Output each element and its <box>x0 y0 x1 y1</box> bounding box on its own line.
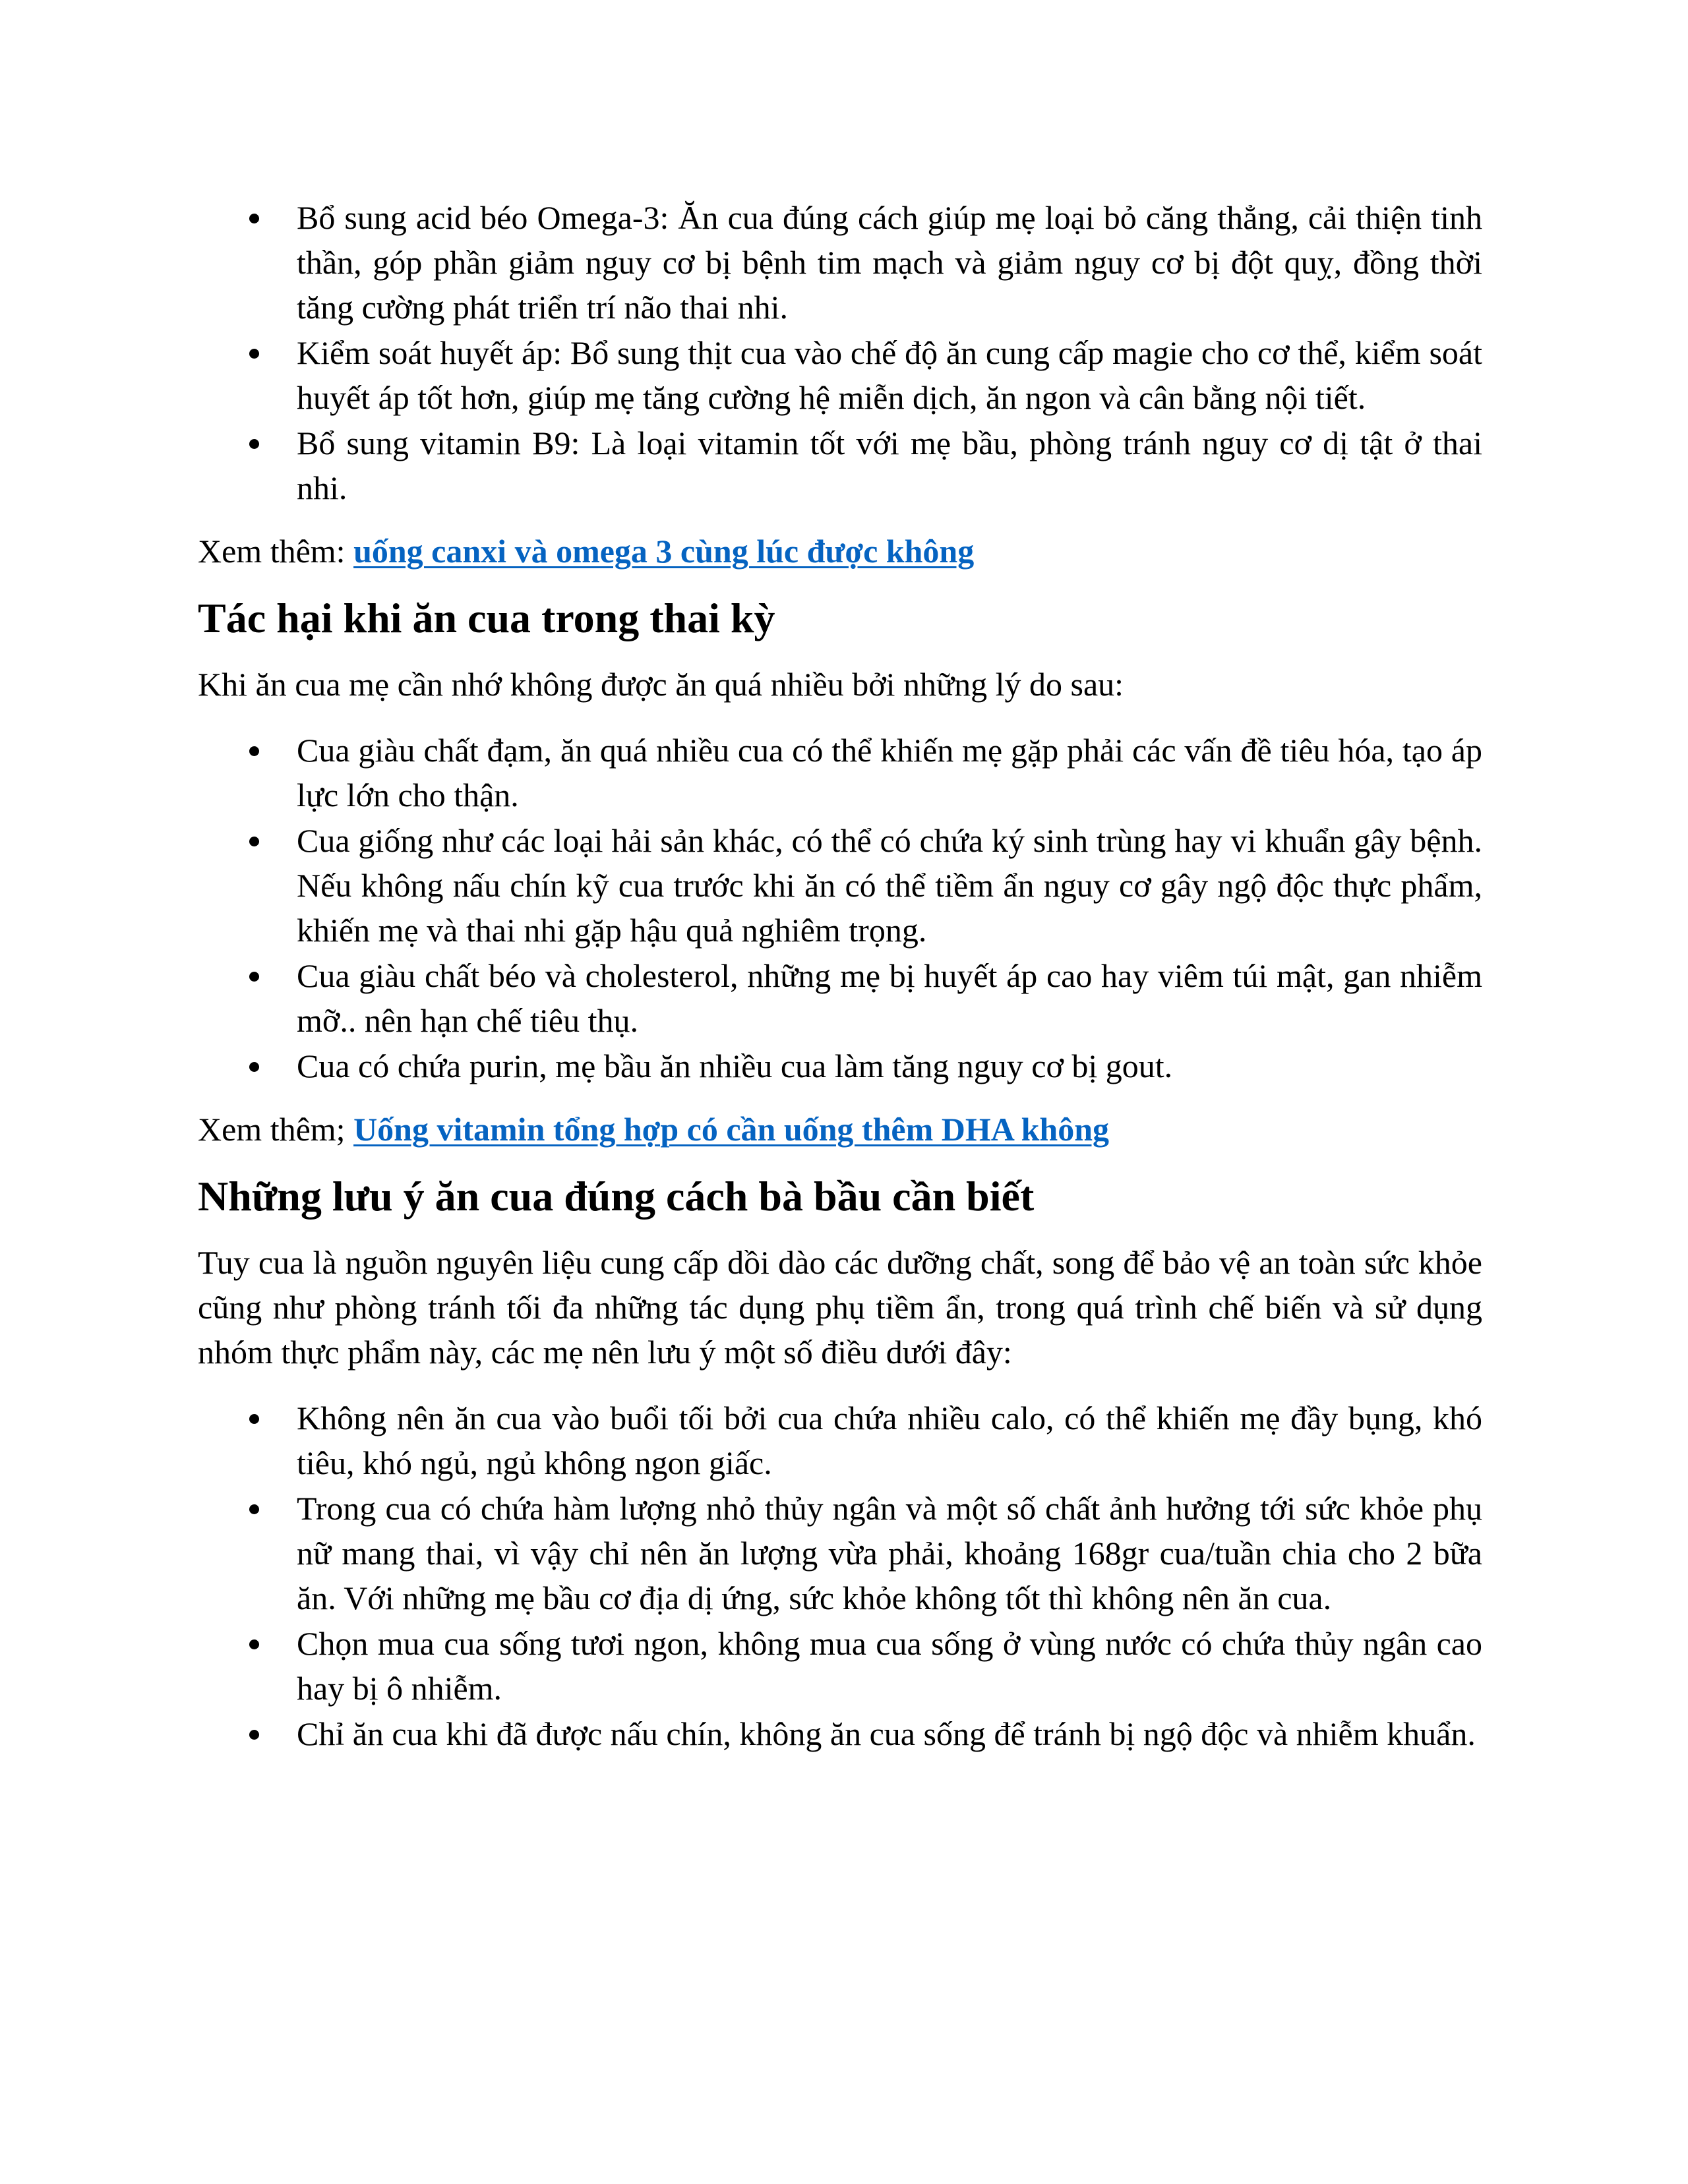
see-more-1 <box>198 529 1482 574</box>
list-item: Bổ sung acid béo Omega-3: Ăn cua đúng cách giúp mẹ loại bỏ căng thẳng, cải thiện tinh thần, góp phần giảm nguy cơ bị bệnh tim mạch và giảm nguy cơ bị đột quỵ, đồng thời tăng cường phát triển trí não thai nhi. <box>198 195 1482 330</box>
section-heading-harms: Tác hại khi ăn cua trong thai kỳ <box>198 595 775 641</box>
section-intro-notes: Tuy cua là nguồn nguyên liệu cung cấp dồi dào các dưỡng chất, song để bảo vệ an toàn sức khỏe cũng như phòng tránh tối đa những tác dụng phụ tiềm ẩn, trong quá trình chế biến và sử dụng nhóm thực phẩm này, các mẹ nên lưu ý một số điều dưới đây: <box>198 1244 1482 1371</box>
list-item: Cua giàu chất béo và cholesterol, những mẹ bị huyết áp cao hay viêm túi mật, gan nhiễm mỡ.. nên hạn chế tiêu thụ. <box>198 953 1482 1043</box>
section-heading-notes: Những lưu ý ăn cua đúng cách bà bầu cần biết <box>198 1173 1035 1220</box>
list-item: Bổ sung vitamin B9: Là loại vitamin tốt với mẹ bầu, phòng tránh nguy cơ dị tật ở thai nhi. <box>198 421 1482 510</box>
notes-list <box>198 1396 1482 1756</box>
benefits-list <box>198 195 1482 510</box>
list-item: Kiểm soát huyết áp: Bổ sung thịt cua vào chế độ ăn cung cấp magie cho cơ thể, kiểm soát huyết áp tốt hơn, giúp mẹ tăng cường hệ miễn dịch, ăn ngon và cân bằng nội tiết. <box>198 330 1482 420</box>
document-page <box>198 195 1482 1757</box>
list-item: Chọn mua cua sống tươi ngon, không mua cua sống ở vùng nước có chứa thủy ngân cao hay bị ô nhiễm. <box>198 1621 1482 1711</box>
list-item: Cua có chứa purin, mẹ bầu ăn nhiều cua làm tăng nguy cơ bị gout. <box>198 1044 1482 1088</box>
list-item: Cua giàu chất đạm, ăn quá nhiều cua có thể khiến mẹ gặp phải các vấn đề tiêu hóa, tạo áp lực lớn cho thận. <box>198 728 1482 817</box>
see-more-prefix: Xem thêm: <box>198 533 354 570</box>
list-item: Cua giống như các loại hải sản khác, có thể có chứa ký sinh trùng hay vi khuẩn gây bệnh. Nếu không nấu chín kỹ cua trước khi ăn có thể tiềm ẩn nguy cơ gây ngộ độc thực phẩm, khiến mẹ và thai nhi gặp hậu quả nghiêm trọng. <box>198 818 1482 953</box>
harms-list <box>198 728 1482 1088</box>
see-more-link-canxi-omega3[interactable]: uống canxi và omega 3 cùng lúc được không <box>353 533 975 570</box>
list-item: Trong cua có chứa hàm lượng nhỏ thủy ngân và một số chất ảnh hưởng tới sức khỏe phụ nữ mang thai, vì vậy chỉ nên ăn lượng vừa phải, khoảng 168gr cua/tuần chia cho 2 bữa ăn. Với những mẹ bầu cơ địa dị ứng, sức khỏe không tốt thì không nên ăn cua. <box>198 1486 1482 1620</box>
list-item: Chỉ ăn cua khi đã được nấu chín, không ăn cua sống để tránh bị ngộ độc và nhiễm khuẩn. <box>198 1711 1482 1756</box>
list-item: Không nên ăn cua vào buổi tối bởi cua chứa nhiều calo, có thể khiến mẹ đầy bụng, khó tiêu, khó ngủ, ngủ không ngon giấc. <box>198 1396 1482 1485</box>
see-more-2 <box>198 1107 1482 1152</box>
see-more-prefix: Xem thêm; <box>198 1111 354 1148</box>
see-more-link-vitamin-dha[interactable]: Uống vitamin tổng hợp có cần uống thêm DHA không <box>353 1111 1110 1148</box>
section-intro-harms: Khi ăn cua mẹ cần nhớ không được ăn quá nhiều bởi những lý do sau: <box>198 666 1124 703</box>
